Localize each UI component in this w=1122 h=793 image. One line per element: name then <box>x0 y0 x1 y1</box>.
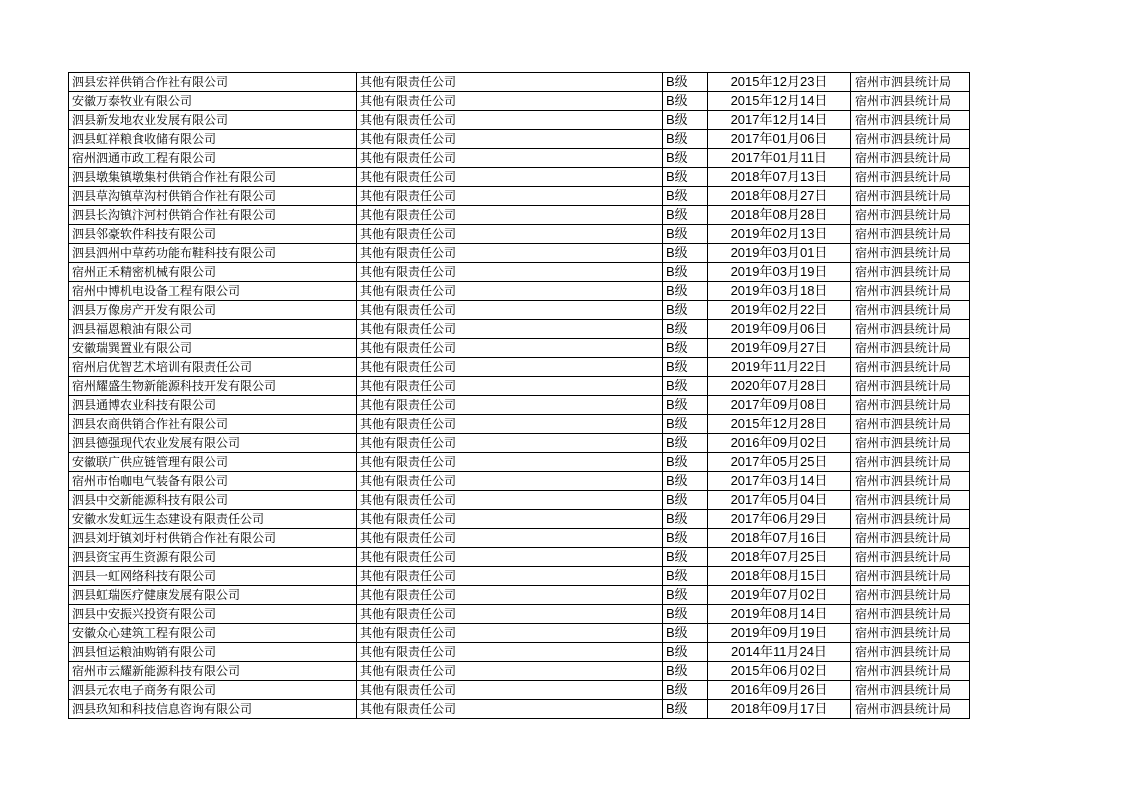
company-type-cell: 其他有限责任公司 <box>357 510 663 529</box>
rating-date-cell: 2015年12月28日 <box>708 415 851 434</box>
rating-date-cell: 2019年11月22日 <box>708 358 851 377</box>
table-row <box>69 434 970 453</box>
rating-date-cell: 2015年12月23日 <box>708 73 851 92</box>
company-type-cell: 其他有限责任公司 <box>357 453 663 472</box>
credit-grade-cell: B级 <box>663 434 708 453</box>
rating-date-cell: 2017年03月14日 <box>708 472 851 491</box>
table-row <box>69 111 970 130</box>
company-type-cell: 其他有限责任公司 <box>357 130 663 149</box>
credit-grade-cell: B级 <box>663 415 708 434</box>
credit-grade-cell: B级 <box>663 491 708 510</box>
company-type-cell: 其他有限责任公司 <box>357 586 663 605</box>
company-name-cell: 泗县万像房产开发有限公司 <box>69 301 357 320</box>
company-name-cell: 宿州市云耀新能源科技有限公司 <box>69 662 357 681</box>
table-body <box>69 73 970 719</box>
company-type-cell: 其他有限责任公司 <box>357 225 663 244</box>
credit-grade-cell: B级 <box>663 396 708 415</box>
rating-date-cell: 2017年06月29日 <box>708 510 851 529</box>
table-row <box>69 301 970 320</box>
company-type-cell: 其他有限责任公司 <box>357 548 663 567</box>
table-row <box>69 377 970 396</box>
company-type-cell: 其他有限责任公司 <box>357 92 663 111</box>
company-type-cell: 其他有限责任公司 <box>357 111 663 130</box>
rating-authority-cell: 宿州市泗县统计局 <box>851 548 970 567</box>
table-row <box>69 662 970 681</box>
rating-date-cell: 2019年02月22日 <box>708 301 851 320</box>
rating-authority-cell: 宿州市泗县统计局 <box>851 339 970 358</box>
company-type-cell: 其他有限责任公司 <box>357 377 663 396</box>
company-type-cell: 其他有限责任公司 <box>357 624 663 643</box>
rating-authority-cell: 宿州市泗县统计局 <box>851 700 970 719</box>
company-type-cell: 其他有限责任公司 <box>357 263 663 282</box>
rating-authority-cell: 宿州市泗县统计局 <box>851 662 970 681</box>
rating-authority-cell: 宿州市泗县统计局 <box>851 586 970 605</box>
rating-authority-cell: 宿州市泗县统计局 <box>851 206 970 225</box>
company-name-cell: 安徽众心建筑工程有限公司 <box>69 624 357 643</box>
company-type-cell: 其他有限责任公司 <box>357 206 663 225</box>
company-name-cell: 宿州市怡咖电气装备有限公司 <box>69 472 357 491</box>
rating-date-cell: 2015年12月14日 <box>708 92 851 111</box>
rating-authority-cell: 宿州市泗县统计局 <box>851 92 970 111</box>
rating-date-cell: 2017年05月25日 <box>708 453 851 472</box>
table-row <box>69 244 970 263</box>
credit-grade-cell: B级 <box>663 339 708 358</box>
rating-date-cell: 2017年01月11日 <box>708 149 851 168</box>
credit-grade-cell: B级 <box>663 586 708 605</box>
rating-authority-cell: 宿州市泗县统计局 <box>851 168 970 187</box>
company-type-cell: 其他有限责任公司 <box>357 700 663 719</box>
credit-grade-cell: B级 <box>663 92 708 111</box>
rating-authority-cell: 宿州市泗县统计局 <box>851 415 970 434</box>
company-type-cell: 其他有限责任公司 <box>357 73 663 92</box>
company-type-cell: 其他有限责任公司 <box>357 415 663 434</box>
company-name-cell: 安徽瑞巽置业有限公司 <box>69 339 357 358</box>
table-row <box>69 168 970 187</box>
credit-grade-cell: B级 <box>663 624 708 643</box>
company-name-cell: 宿州耀盛生物新能源科技开发有限公司 <box>69 377 357 396</box>
table-row <box>69 263 970 282</box>
company-name-cell: 泗县农商供销合作社有限公司 <box>69 415 357 434</box>
credit-grade-cell: B级 <box>663 301 708 320</box>
table-row <box>69 510 970 529</box>
rating-authority-cell: 宿州市泗县统计局 <box>851 472 970 491</box>
company-type-cell: 其他有限责任公司 <box>357 662 663 681</box>
rating-authority-cell: 宿州市泗县统计局 <box>851 149 970 168</box>
rating-authority-cell: 宿州市泗县统计局 <box>851 529 970 548</box>
credit-grade-cell: B级 <box>663 377 708 396</box>
rating-authority-cell: 宿州市泗县统计局 <box>851 263 970 282</box>
credit-grade-cell: B级 <box>663 643 708 662</box>
company-name-cell: 宿州正禾精密机械有限公司 <box>69 263 357 282</box>
rating-authority-cell: 宿州市泗县统计局 <box>851 244 970 263</box>
company-type-cell: 其他有限责任公司 <box>357 301 663 320</box>
rating-date-cell: 2017年01月06日 <box>708 130 851 149</box>
company-type-cell: 其他有限责任公司 <box>357 491 663 510</box>
company-type-cell: 其他有限责任公司 <box>357 339 663 358</box>
credit-grade-cell: B级 <box>663 510 708 529</box>
company-type-cell: 其他有限责任公司 <box>357 358 663 377</box>
table-row <box>69 453 970 472</box>
rating-date-cell: 2019年09月06日 <box>708 320 851 339</box>
table-row <box>69 605 970 624</box>
rating-authority-cell: 宿州市泗县统计局 <box>851 453 970 472</box>
rating-authority-cell: 宿州市泗县统计局 <box>851 567 970 586</box>
credit-grade-cell: B级 <box>663 206 708 225</box>
credit-grade-cell: B级 <box>663 662 708 681</box>
company-name-cell: 泗县草沟镇草沟村供销合作社有限公司 <box>69 187 357 206</box>
table-row <box>69 643 970 662</box>
company-name-cell: 泗县邻豪软件科技有限公司 <box>69 225 357 244</box>
credit-grade-cell: B级 <box>663 225 708 244</box>
rating-date-cell: 2016年09月02日 <box>708 434 851 453</box>
rating-authority-cell: 宿州市泗县统计局 <box>851 434 970 453</box>
table-row <box>69 320 970 339</box>
rating-authority-cell: 宿州市泗县统计局 <box>851 624 970 643</box>
credit-grade-cell: B级 <box>663 244 708 263</box>
rating-authority-cell: 宿州市泗县统计局 <box>851 377 970 396</box>
credit-grade-cell: B级 <box>663 149 708 168</box>
rating-authority-cell: 宿州市泗县统计局 <box>851 510 970 529</box>
company-name-cell: 泗县新发地农业发展有限公司 <box>69 111 357 130</box>
rating-authority-cell: 宿州市泗县统计局 <box>851 301 970 320</box>
rating-authority-cell: 宿州市泗县统计局 <box>851 320 970 339</box>
credit-rating-table <box>68 72 970 719</box>
company-name-cell: 宿州中博机电设备工程有限公司 <box>69 282 357 301</box>
company-name-cell: 泗县虹祥粮食收储有限公司 <box>69 130 357 149</box>
rating-date-cell: 2019年09月19日 <box>708 624 851 643</box>
credit-grade-cell: B级 <box>663 529 708 548</box>
credit-grade-cell: B级 <box>663 605 708 624</box>
table-row <box>69 529 970 548</box>
rating-date-cell: 2019年03月01日 <box>708 244 851 263</box>
company-name-cell: 泗县元农电子商务有限公司 <box>69 681 357 700</box>
rating-authority-cell: 宿州市泗县统计局 <box>851 282 970 301</box>
rating-authority-cell: 宿州市泗县统计局 <box>851 396 970 415</box>
company-type-cell: 其他有限责任公司 <box>357 282 663 301</box>
credit-grade-cell: B级 <box>663 453 708 472</box>
company-name-cell: 安徽联广供应链管理有限公司 <box>69 453 357 472</box>
credit-grade-cell: B级 <box>663 700 708 719</box>
company-type-cell: 其他有限责任公司 <box>357 396 663 415</box>
company-name-cell: 泗县福恩粮油有限公司 <box>69 320 357 339</box>
table-row <box>69 567 970 586</box>
table-row <box>69 206 970 225</box>
table-row <box>69 700 970 719</box>
company-type-cell: 其他有限责任公司 <box>357 605 663 624</box>
rating-date-cell: 2018年07月16日 <box>708 529 851 548</box>
company-type-cell: 其他有限责任公司 <box>357 168 663 187</box>
rating-date-cell: 2018年08月15日 <box>708 567 851 586</box>
company-name-cell: 泗县一虹网络科技有限公司 <box>69 567 357 586</box>
company-name-cell: 泗县中交新能源科技有限公司 <box>69 491 357 510</box>
company-type-cell: 其他有限责任公司 <box>357 681 663 700</box>
rating-authority-cell: 宿州市泗县统计局 <box>851 681 970 700</box>
rating-date-cell: 2018年08月27日 <box>708 187 851 206</box>
credit-grade-cell: B级 <box>663 567 708 586</box>
company-name-cell: 泗县恒运粮油购销有限公司 <box>69 643 357 662</box>
table-row <box>69 472 970 491</box>
company-name-cell: 泗县通博农业科技有限公司 <box>69 396 357 415</box>
table-row <box>69 187 970 206</box>
company-name-cell: 宿州启优智艺术培训有限责任公司 <box>69 358 357 377</box>
company-type-cell: 其他有限责任公司 <box>357 244 663 263</box>
credit-grade-cell: B级 <box>663 168 708 187</box>
table-row <box>69 548 970 567</box>
rating-date-cell: 2019年07月02日 <box>708 586 851 605</box>
credit-grade-cell: B级 <box>663 358 708 377</box>
company-name-cell: 宿州泗通市政工程有限公司 <box>69 149 357 168</box>
company-type-cell: 其他有限责任公司 <box>357 320 663 339</box>
rating-date-cell: 2019年09月27日 <box>708 339 851 358</box>
rating-date-cell: 2017年12月14日 <box>708 111 851 130</box>
company-name-cell: 泗县德强现代农业发展有限公司 <box>69 434 357 453</box>
rating-date-cell: 2019年03月18日 <box>708 282 851 301</box>
rating-date-cell: 2018年08月28日 <box>708 206 851 225</box>
company-type-cell: 其他有限责任公司 <box>357 434 663 453</box>
company-type-cell: 其他有限责任公司 <box>357 643 663 662</box>
company-name-cell: 泗县玖知和科技信息咨询有限公司 <box>69 700 357 719</box>
table-row <box>69 130 970 149</box>
credit-grade-cell: B级 <box>663 130 708 149</box>
rating-date-cell: 2018年07月25日 <box>708 548 851 567</box>
table-row <box>69 396 970 415</box>
rating-date-cell: 2016年09月26日 <box>708 681 851 700</box>
company-name-cell: 泗县墩集镇墩集村供销合作社有限公司 <box>69 168 357 187</box>
table-row <box>69 339 970 358</box>
credit-grade-cell: B级 <box>663 263 708 282</box>
credit-grade-cell: B级 <box>663 73 708 92</box>
company-name-cell: 泗县泗州中草药功能布鞋科技有限公司 <box>69 244 357 263</box>
company-name-cell: 泗县长沟镇汴河村供销合作社有限公司 <box>69 206 357 225</box>
rating-authority-cell: 宿州市泗县统计局 <box>851 358 970 377</box>
company-type-cell: 其他有限责任公司 <box>357 567 663 586</box>
company-name-cell: 泗县资宝再生资源有限公司 <box>69 548 357 567</box>
rating-date-cell: 2014年11月24日 <box>708 643 851 662</box>
credit-grade-cell: B级 <box>663 111 708 130</box>
company-name-cell: 泗县宏祥供销合作社有限公司 <box>69 73 357 92</box>
credit-grade-cell: B级 <box>663 187 708 206</box>
table-row <box>69 92 970 111</box>
table-row <box>69 358 970 377</box>
table-row <box>69 282 970 301</box>
rating-date-cell: 2019年08月14日 <box>708 605 851 624</box>
rating-date-cell: 2020年07月28日 <box>708 377 851 396</box>
credit-grade-cell: B级 <box>663 548 708 567</box>
credit-grade-cell: B级 <box>663 681 708 700</box>
company-name-cell: 泗县虹瑞医疗健康发展有限公司 <box>69 586 357 605</box>
rating-authority-cell: 宿州市泗县统计局 <box>851 73 970 92</box>
company-name-cell: 安徽万泰牧业有限公司 <box>69 92 357 111</box>
rating-authority-cell: 宿州市泗县统计局 <box>851 225 970 244</box>
rating-authority-cell: 宿州市泗县统计局 <box>851 130 970 149</box>
credit-grade-cell: B级 <box>663 282 708 301</box>
rating-authority-cell: 宿州市泗县统计局 <box>851 605 970 624</box>
rating-authority-cell: 宿州市泗县统计局 <box>851 491 970 510</box>
rating-date-cell: 2019年02月13日 <box>708 225 851 244</box>
rating-date-cell: 2015年06月02日 <box>708 662 851 681</box>
rating-authority-cell: 宿州市泗县统计局 <box>851 111 970 130</box>
rating-date-cell: 2017年05月04日 <box>708 491 851 510</box>
company-type-cell: 其他有限责任公司 <box>357 472 663 491</box>
company-name-cell: 泗县中安振兴投资有限公司 <box>69 605 357 624</box>
table-row <box>69 149 970 168</box>
rating-authority-cell: 宿州市泗县统计局 <box>851 643 970 662</box>
company-type-cell: 其他有限责任公司 <box>357 187 663 206</box>
company-type-cell: 其他有限责任公司 <box>357 529 663 548</box>
rating-date-cell: 2019年03月19日 <box>708 263 851 282</box>
table-row <box>69 73 970 92</box>
rating-authority-cell: 宿州市泗县统计局 <box>851 187 970 206</box>
rating-date-cell: 2018年09月17日 <box>708 700 851 719</box>
rating-date-cell: 2017年09月08日 <box>708 396 851 415</box>
table-row <box>69 415 970 434</box>
company-type-cell: 其他有限责任公司 <box>357 149 663 168</box>
company-name-cell: 泗县刘圩镇刘圩村供销合作社有限公司 <box>69 529 357 548</box>
table-row <box>69 491 970 510</box>
table-row <box>69 225 970 244</box>
table-row <box>69 586 970 605</box>
rating-date-cell: 2018年07月13日 <box>708 168 851 187</box>
credit-grade-cell: B级 <box>663 320 708 339</box>
table-row <box>69 624 970 643</box>
table-row <box>69 681 970 700</box>
credit-grade-cell: B级 <box>663 472 708 491</box>
company-name-cell: 安徽水发虹远生态建设有限责任公司 <box>69 510 357 529</box>
